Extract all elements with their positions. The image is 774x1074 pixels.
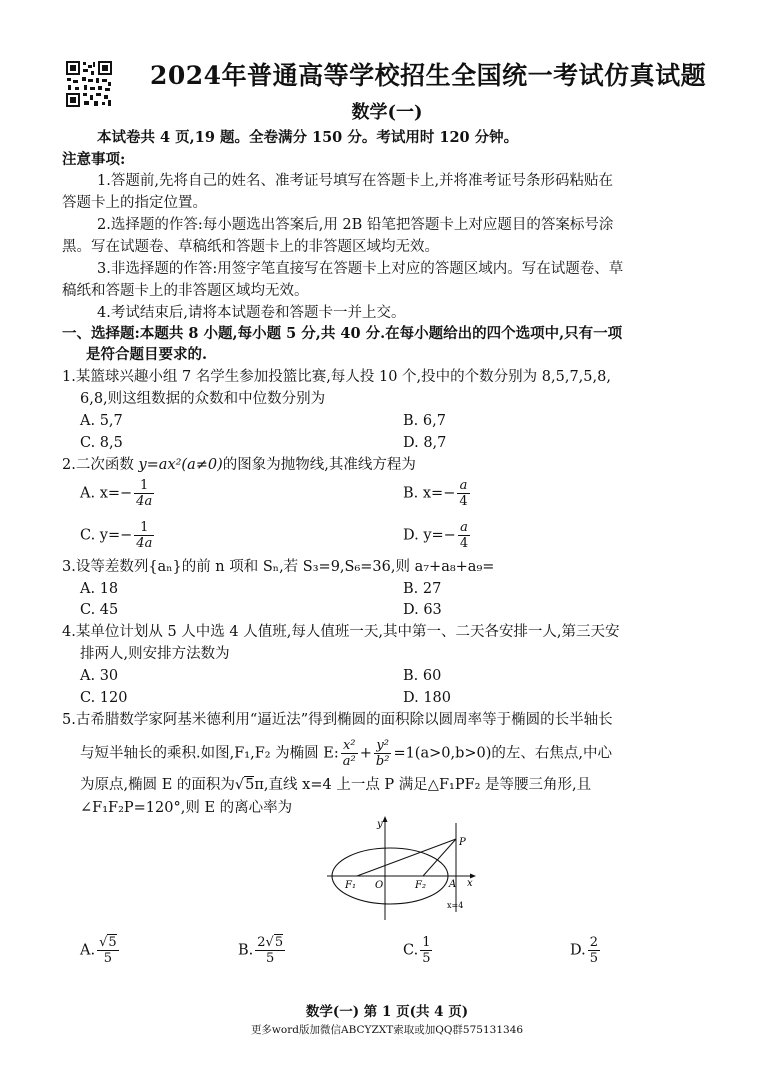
fig-label-a: A [449,879,457,890]
ellipse-figure [325,815,480,920]
q2-option-a: A. x=− $\frac{1}{4a}$ [80,478,153,509]
q5-stem-1: 5.古希腊数学家阿基米德利用“逼近法”得到椭圆的面积除以圆周率等于椭圆的长半轴长 [62,712,613,728]
q2-expr: y=ax²(a≠0) [138,457,223,473]
q1-option-c: C. 8,5 [80,435,123,451]
note-1a: 1.答题前,先将自己的姓名、准考证号填写在答题卡上,并将准考证号条形码粘贴在 [97,173,614,189]
note-2a: 2.选择题的作答:每小题选出答案后,用 2B 铅笔把答题卡上对应题目的答案标号涂 [97,217,614,233]
q5-stem-4: ∠F₁F₂P=120°,则 E 的离心率为 [80,800,293,816]
note-3a: 3.非选择题的作答:用签字笔直接写在答题卡上对应的答题区域内。写在试题卷、草 [97,261,624,277]
notes-heading: 注意事项: [62,151,126,168]
q4-option-d: D. 180 [403,690,452,706]
q5-option-b: B. $\frac{2√5}{5}$ [238,935,284,966]
note-3b: 稿纸和答题卡上的非答题区域均无效。 [62,283,309,299]
q1-option-b: B. 6,7 [403,413,446,429]
q5-stem-3: 为原点,椭圆 E 的面积为√5π,直线 x=4 上一点 P 满足△F₁PF₂ 是等腰三角形,且 [80,777,592,793]
q3-option-a: A. 18 [80,581,119,597]
q5-option-d: D. $\frac{2}{5}$ [570,935,598,966]
page-subtitle: 数学(一) [351,102,423,123]
fig-label-x: x [467,878,473,889]
fig-label-p: P [459,837,466,848]
q5-stem-2: 与短半轴长的乘积.如图,F₁,F₂ 为椭圆 E: $\frac{\text{x²}}{\text{a²}}$ + $\frac{\text{y²}}{\text{b²}}$ =1(a>0,b>0)的左、右焦点,中心 [80,738,613,769]
q1-stem-2: 6,8,则这组数据的众数和中位数分别为 [80,391,326,407]
q1-option-a: A. 5,7 [80,413,123,429]
q2-option-c: C. y=− $\frac{1}{4a}$ [80,520,153,551]
q3-option-b: B. 27 [403,581,442,597]
q5-option-a: A. $\frac{√5}{5}$ [80,935,117,966]
q4-stem-1: 4.某单位计划从 5 人中选 4 人值班,每人值班一天,其中第一、二天各安排一人,第三天安 [62,624,620,640]
q2-stem-post: 的图象为抛物线,其准线方程为 [222,457,416,473]
section-1-line1: 一、选择题:本题共 8 小题,每小题 5 分,共 40 分.在每小题给出的四个选项中,只有一项 [62,325,623,342]
q2-stem-pre: 2.二次函数 [62,457,139,473]
page-footer: 数学(一) 第 1 页(共 4 页) [305,1004,469,1020]
fig-label-f2: F₂ [415,880,426,891]
q3-option-d: D. 63 [403,602,442,618]
note-2b: 黑。写在试题卷、草稿纸和答题卡上的非答题区域均无效。 [62,239,439,255]
q1-stem-1: 1.某篮球兴趣小组 7 名学生参加投篮比赛,每人投 10 个,投中的个数分别为 8,5,7,5,8, [62,369,611,385]
q3-stem: 3.设等差数列{aₙ}的前 n 项和 Sₙ,若 S₃=9,S₆=36,则 a₇+a₈+a₉= [62,559,495,575]
q2-stem [62,455,416,475]
q3-option-c: C. 45 [80,602,119,618]
fig-label-o: O [375,880,384,891]
q4-stem-2: 排两人,则安排方法数为 [80,646,230,662]
q2-option-d: D. y=− $\frac{a}{4}$ [403,520,469,551]
q4-option-c: C. 120 [80,690,128,706]
exam-info: 本试卷共 4 页,19 题。全卷满分 150 分。考试用时 120 分钟。 [97,129,519,146]
section-1-line2: 是符合题目要求的. [86,346,208,363]
q1-option-d: D. 8,7 [403,435,447,451]
note-1b: 答题卡上的指定位置。 [62,195,207,211]
fig-label-y: y [377,819,383,830]
note-4: 4.考试结束后,请将本试题卷和答题卡一并上交。 [97,305,406,321]
q5-option-c: C. $\frac{1}{5}$ [403,935,431,966]
fig-label-line: x=4 [447,901,464,910]
q4-option-a: A. 30 [80,668,119,684]
q4-option-b: B. 60 [403,668,442,684]
page-title: 2024年普通高等学校招生全国统一考试仿真试题 [150,61,707,90]
fig-label-f1: F₁ [345,880,356,891]
q2-option-b: B. x=− $\frac{a}{4}$ [403,478,468,509]
footer-ad: 更多word版加微信ABCYZXT索取或加QQ群575131346 [250,1024,524,1036]
